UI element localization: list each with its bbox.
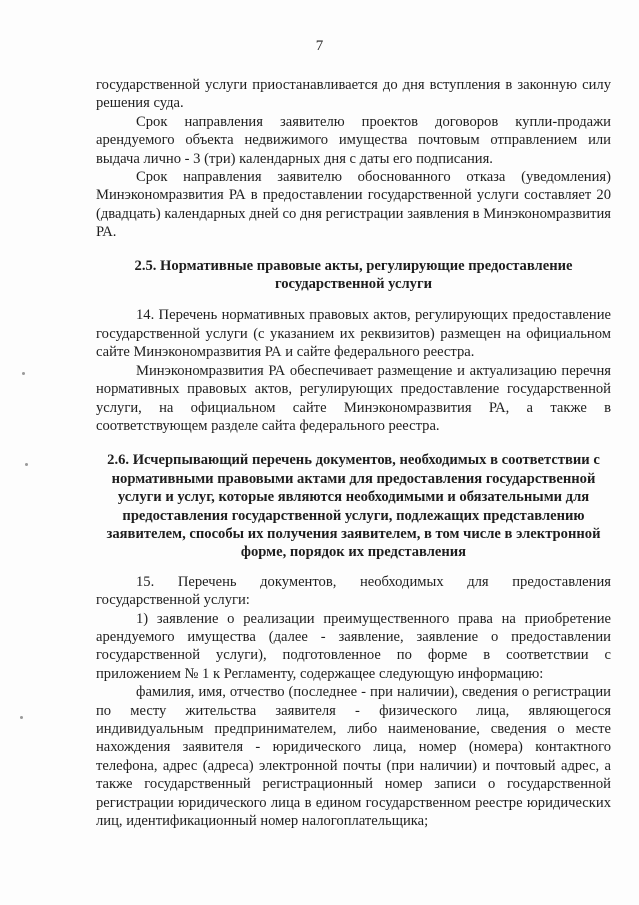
scan-speck <box>22 372 25 375</box>
page-number: 7 <box>315 38 324 54</box>
scan-speck <box>25 463 28 466</box>
section-heading-2-6: 2.6. Исчерпывающий перечень документов, необходимых в соответствии с нормативными правовыми актами для предоставления государственной услуги и услуг, которые являются необходимыми и обязательными для предоставления государственной услуги, подлежащих представлению заявителем, способы их получения заявителем, в том числе в электронной форме, порядок их представления <box>106 452 601 561</box>
document-body <box>96 76 611 830</box>
section-heading-2-5: 2.5. Нормативные правовые акты, регулирующие предоставление государственной услуги <box>134 257 573 293</box>
paragraph-applicant-details: фамилия, имя, отчество (последнее - при наличии), сведения о регистрации по месту жительства заявителя - физического лица, являющегося индивидуальным предпринимателем, либо наименование, сведения о месте нахождения заявителя - юридического лица, номер (номера) контактного телефона, адрес (адреса) электронной почты (при наличии) и почтовый адрес, а также государственный регистрационный номер записи о государственной регистрации юридического лица в едином государственном реестре юридических лиц, идентификационный номер налогоплательщика; <box>96 684 611 830</box>
paragraph-suspension-end: государственной услуги приостанавливается до дня вступления в законную силу решения суда. <box>96 77 611 112</box>
paragraph-contract-delivery-term: Срок направления заявителю проектов договоров купли-продажи арендуемого объекта недвижимого имущества почтовым отправлением или выдача лично - 3 (три) календарных дня с даты его подписания. <box>96 113 611 167</box>
scan-speck <box>20 716 23 719</box>
paragraph-legal-acts-publication: Минэкономразвития РА обеспечивает размещение и актуализацию перечня нормативных правовых актов, регулирующих предоставление государственной услуги, на официальном сайте Минэкономразвития РА, а также в соответствующем разделе сайта федерального реестра. <box>96 362 611 434</box>
paragraph-refusal-term: Срок направления заявителю обоснованного отказа (уведомления) Минэкономразвития РА в предоставлении государственной услуги составляет 20 (двадцать) календарных дней со дня регистрации заявления в Минэкономразвития РА. <box>96 169 611 241</box>
paragraph-14-legal-acts-list: 14. Перечень нормативных правовых актов, регулирующих предоставление государственной услуги (с указанием их реквизитов) размещен на официальном сайте Минэкономразвития РА и сайте федерального реестра. <box>96 307 611 361</box>
paragraph-application-item-1: 1) заявление о реализации преимущественного права на приобретение арендуемого имущества (далее - заявление, заявление о предоставлении государственной услуги), подготовленное по форме в соответствии с приложением № 1 к Регламенту, содержащее следующую информацию: <box>96 610 611 682</box>
paragraph-15-documents-list: 15. Перечень документов, необходимых для предоставления государственной услуги: <box>96 573 611 609</box>
